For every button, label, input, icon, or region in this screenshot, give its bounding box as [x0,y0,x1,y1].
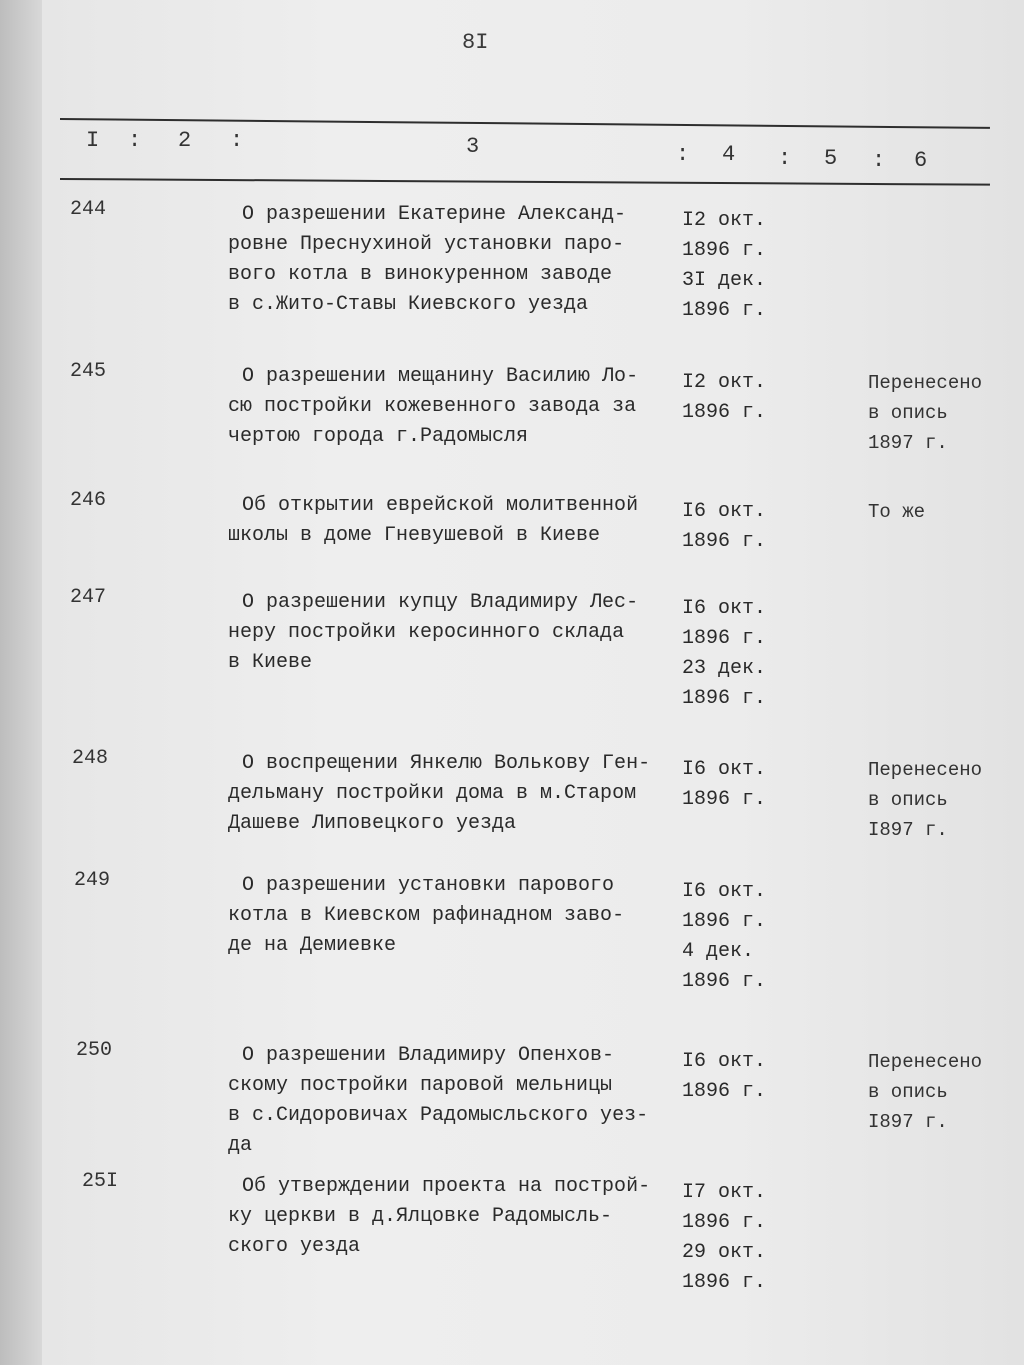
entry-dates [682,594,792,714]
entry-description [228,588,688,678]
date-line: I6 окт. [682,597,767,620]
entry-dates [682,368,792,428]
note-line: Перенесено [868,1051,983,1073]
date-line: 1896 г. [682,687,767,710]
entry-note [868,755,1008,845]
column-separator: : [676,142,690,167]
date-line: 1896 г. [682,239,767,262]
date-line: 29 окт. [682,1241,767,1264]
date-line: I6 окт. [682,1050,767,1073]
date-line: 1896 г. [682,627,767,650]
entry-number: 246 [70,489,107,512]
description-line: О воспрещении Янкелю Волькову Ген- [242,752,651,775]
description-line: неру постройки керосинного склада [228,621,625,644]
entry-number: 248 [72,747,109,770]
date-line: I2 окт. [682,209,767,232]
entry-note [868,497,1008,527]
description-line: да [228,1134,253,1157]
description-line: Дашеве Липовецкого уезда [228,812,517,835]
page-gutter [0,0,42,1365]
entry-note [868,368,1008,458]
description-line: котла в Киевском рафинадном заво- [228,904,625,927]
entry-dates [682,206,792,326]
description-line: ку церкви в д.Ялцовке Радомысль- [228,1205,613,1228]
date-line: 1896 г. [682,788,767,811]
entry-number: 25I [82,1170,119,1193]
description-line: О разрешении Екатерине Александ- [242,203,627,226]
date-line: I6 окт. [682,500,767,523]
note-line: Перенесено [868,759,983,781]
date-line: 23 дек. [682,657,767,680]
entry-note [868,1047,1008,1137]
description-line: ровне Преснухиной установки паро- [228,233,625,256]
entry-description [228,200,688,320]
entry-dates [682,877,792,997]
note-line: I897 г. [868,1111,948,1133]
date-line: I7 окт. [682,1181,767,1204]
date-line: 1896 г. [682,401,767,424]
description-line: Об утверждении проекта на построй- [242,1175,651,1198]
date-line: 3I дек. [682,269,767,292]
date-line: 1896 г. [682,910,767,933]
date-line: 1896 г. [682,530,767,553]
description-line: де на Демиевке [228,934,397,957]
column-header-3: 3 [466,134,480,159]
column-header-4: 4 [722,142,736,167]
entry-dates [682,1047,792,1107]
date-line: I6 окт. [682,758,767,781]
description-line: школы в доме Гневушевой в Киеве [228,524,601,547]
column-header-1: I [86,128,100,153]
date-line: 1896 г. [682,1271,767,1294]
description-line: в Киеве [228,651,313,674]
entry-number: 247 [70,586,107,609]
column-header-2: 2 [178,128,192,153]
note-line: в опись [868,1081,948,1103]
page-number: 8I [462,30,489,55]
entry-number: 244 [70,198,107,221]
column-separator: : [230,128,244,153]
description-line: О разрешении купцу Владимиру Лес- [242,591,639,614]
description-line: в с.Сидоровичах Радомысльского уез- [228,1104,649,1127]
description-line: дельману постройки дома в м.Старом [228,782,637,805]
date-line: 1896 г. [682,970,767,993]
entry-description [228,871,688,961]
entry-dates [682,755,792,815]
entry-description [228,749,688,839]
date-line: 4 дек. [682,940,755,963]
entry-dates [682,497,792,557]
description-line: вого котла в винокуренном заводе [228,263,613,286]
entry-dates [682,1178,792,1298]
column-header-6: 6 [914,148,928,173]
note-line: I897 г. [868,819,948,841]
description-line: в с.Жито-Ставы Киевского уезда [228,293,589,316]
date-line: I6 окт. [682,880,767,903]
column-separator: : [778,146,792,171]
description-line: скому постройки паровой мельницы [228,1074,613,1097]
description-line: чертою города г.Радомысля [228,425,529,448]
date-line: 1896 г. [682,1080,767,1103]
note-line: То же [868,501,926,523]
note-line: Перенесено [868,372,983,394]
entry-description [228,491,688,551]
description-line: О разрешении Владимиру Опенхов- [242,1044,615,1067]
entry-number: 250 [76,1039,113,1062]
entry-number: 249 [74,869,111,892]
entry-number: 245 [70,360,107,383]
description-line: ского уезда [228,1235,361,1258]
date-line: 1896 г. [682,1211,767,1234]
description-line: сю постройки кожевенного завода за [228,395,637,418]
date-line: I2 окт. [682,371,767,394]
description-line: О разрешении установки парового [242,874,615,897]
description-line: Об открытии еврейской молитвенной [242,494,639,517]
column-header-5: 5 [824,146,838,171]
note-line: 1897 г. [868,432,948,454]
entry-description [228,362,688,452]
entry-description [228,1041,688,1161]
note-line: в опись [868,402,948,424]
column-separator: : [128,128,142,153]
note-line: в опись [868,789,948,811]
entry-description [228,1172,688,1262]
column-separator: : [872,148,886,173]
description-line: О разрешении мещанину Василию Ло- [242,365,639,388]
date-line: 1896 г. [682,299,767,322]
